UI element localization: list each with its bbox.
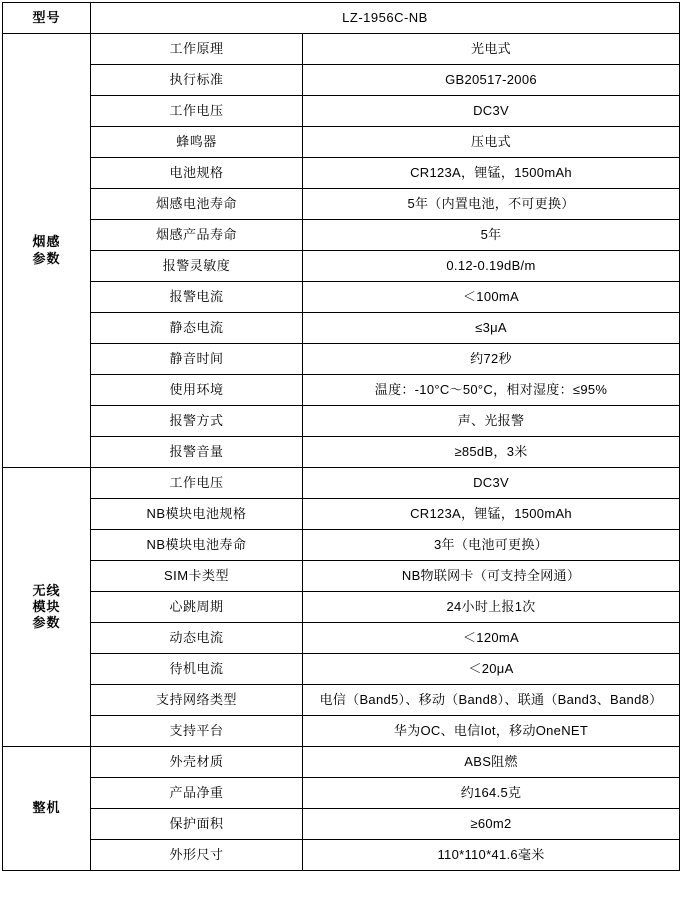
group-label [3, 34, 91, 468]
spec-value: 压电式 [303, 127, 680, 158]
group-label-line: 参数 [32, 250, 61, 266]
table-row [3, 623, 680, 654]
spec-name: 工作原理 [91, 34, 303, 65]
table-row [3, 840, 680, 871]
spec-value: 温度：-10°C～50°C，相对湿度：≤95% [303, 375, 680, 406]
spec-value: GB20517-2006 [303, 65, 680, 96]
group-label [3, 747, 91, 871]
group-label-line: 整机 [32, 800, 61, 816]
table-row [3, 34, 680, 65]
spec-value: 华为OC、电信Iot，移动OneNET [303, 716, 680, 747]
spec-value: CR123A，锂锰，1500mAh [303, 158, 680, 189]
table-row [3, 654, 680, 685]
table-row [3, 344, 680, 375]
table-row [3, 65, 680, 96]
spec-name: 报警电流 [91, 282, 303, 313]
spec-name: 心跳周期 [91, 592, 303, 623]
group-label [3, 468, 91, 747]
spec-value: 光电式 [303, 34, 680, 65]
group-label-line: 无线 [32, 582, 61, 598]
spec-value: 5年 [303, 220, 680, 251]
model-value: LZ-1956C-NB [91, 3, 680, 34]
spec-name: 工作电压 [91, 468, 303, 499]
table-row [3, 499, 680, 530]
spec-value: 110*110*41.6毫米 [303, 840, 680, 871]
spec-value: DC3V [303, 96, 680, 127]
table-row [3, 96, 680, 127]
spec-name: 蜂鸣器 [91, 127, 303, 158]
table-row [3, 809, 680, 840]
spec-value: 24小时上报1次 [303, 592, 680, 623]
spec-value: 0.12-0.19dB/m [303, 251, 680, 282]
spec-name: NB模块电池规格 [91, 499, 303, 530]
table-row [3, 375, 680, 406]
table-row [3, 282, 680, 313]
specification-table [2, 2, 680, 871]
spec-name: 保护面积 [91, 809, 303, 840]
spec-name: 待机电流 [91, 654, 303, 685]
spec-name: 静态电流 [91, 313, 303, 344]
spec-value: ≤3μA [303, 313, 680, 344]
spec-name: 工作电压 [91, 96, 303, 127]
spec-value: CR123A，锂锰，1500mAh [303, 499, 680, 530]
table-row [3, 685, 680, 716]
spec-name: 电池规格 [91, 158, 303, 189]
spec-value: 约164.5克 [303, 778, 680, 809]
spec-name: NB模块电池寿命 [91, 530, 303, 561]
spec-name: SIM卡类型 [91, 561, 303, 592]
table-row [3, 158, 680, 189]
table-row [3, 220, 680, 251]
spec-value: ≥85dB，3米 [303, 437, 680, 468]
spec-name: 静音时间 [91, 344, 303, 375]
table-row [3, 592, 680, 623]
table-row [3, 189, 680, 220]
table-row [3, 468, 680, 499]
spec-name: 外壳材质 [91, 747, 303, 778]
group-label-line: 模块 [32, 598, 61, 614]
table-row [3, 251, 680, 282]
spec-value: 5年（内置电池，不可更换） [303, 189, 680, 220]
spec-value: ABS阻燃 [303, 747, 680, 778]
spec-name: 使用环境 [91, 375, 303, 406]
table-row [3, 406, 680, 437]
table-body [3, 3, 680, 871]
spec-value: 3年（电池可更换） [303, 530, 680, 561]
spec-value: ＜100mA [303, 282, 680, 313]
spec-value: NB物联网卡（可支持全网通） [303, 561, 680, 592]
spec-name: 报警音量 [91, 437, 303, 468]
spec-value: ＜120mA [303, 623, 680, 654]
spec-name: 动态电流 [91, 623, 303, 654]
table-row [3, 530, 680, 561]
spec-name: 支持网络类型 [91, 685, 303, 716]
spec-name: 烟感电池寿命 [91, 189, 303, 220]
spec-name: 支持平台 [91, 716, 303, 747]
spec-value: 电信（Band5）、移动（Band8）、联通（Band3、Band8） [303, 685, 680, 716]
spec-value: ≥60m2 [303, 809, 680, 840]
spec-name: 执行标准 [91, 65, 303, 96]
table-row [3, 437, 680, 468]
spec-name: 报警灵敏度 [91, 251, 303, 282]
table-row [3, 778, 680, 809]
table-row-model [3, 3, 680, 34]
spec-value: 约72秒 [303, 344, 680, 375]
group-label-line: 参数 [32, 615, 61, 631]
group-label-line: 烟感 [32, 234, 61, 250]
table-row [3, 561, 680, 592]
table-row [3, 127, 680, 158]
spec-value: DC3V [303, 468, 680, 499]
table-row [3, 716, 680, 747]
spec-name: 报警方式 [91, 406, 303, 437]
model-label: 型号 [3, 3, 91, 34]
spec-name: 烟感产品寿命 [91, 220, 303, 251]
table-row [3, 747, 680, 778]
spec-name: 产品净重 [91, 778, 303, 809]
spec-name: 外形尺寸 [91, 840, 303, 871]
table-row [3, 313, 680, 344]
spec-value: 声、光报警 [303, 406, 680, 437]
spec-value: ＜20μA [303, 654, 680, 685]
